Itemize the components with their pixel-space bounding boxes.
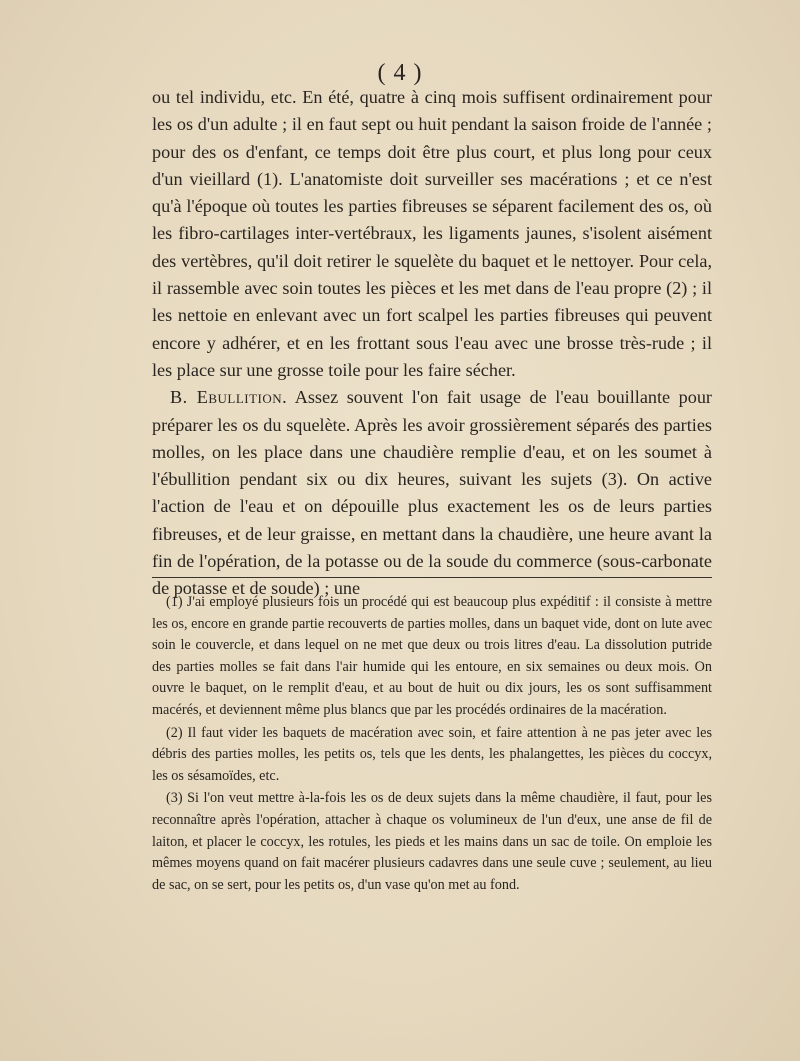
main-text — [152, 84, 712, 603]
paragraph-2 — [152, 384, 712, 602]
footnote-3: (3) Si l'on veut mettre à-la-fois les os de deux sujets dans la même chaudière, il faut, pour les reconnaître après l'opération, attacher à chaque os volumineux de l'un d'eux, une anse de fil de laiton, et placer le coccyx, les rotules, les pieds et les mains dans un sac de toile. On emploie les mêmes moyens quand on fait macérer plusieurs cadavres dans une seule cuve ; seulement, au lieu de sac, on se sert, pour les petits os, d'un vase qu'on met au fond. — [152, 790, 712, 893]
footnote-divider — [152, 577, 712, 578]
footnote-1: (1) J'ai employé plusieurs fois un procédé qui est beaucoup plus expéditif : il consiste à mettre les os, encore en grande partie recouverts de parties molles, dans un baquet vide, dont on lute avec soin le couvercle, et dans lequel on ne met que deux ou trois litres d'eau. La dissolution putride des parties molles se fait dans l'air humide qui les entoure, en six semaines ou deux mois. On ouvre le baquet, on le remplit d'eau, et au bout de huit ou dix jours, les os sont suffisamment macérés, et deviennent même plus blancs que par les procédés ordinaires de la macération. — [152, 594, 712, 718]
footnotes — [152, 592, 712, 897]
paragraph-2-text: Assez souvent l'on fait usage de l'eau bouillante pour préparer les os du squelète. Après les avoir grossièrement séparés des parties molles, on les place dans une chaudière remplie d'eau, et on les soumet à l'ébullition pendant six ou dix heures, suivant les sujets (3). On active l'action de l'eau et on dépouille plus exactement les os de leurs parties fibreuses, et de leur graisse, en mettant dans la chaudière, une heure avant la fin de l'opération, de la potasse ou de la soude du commerce (sous-carbonate de potasse et de soude) ; une — [152, 387, 712, 599]
page-number: ( 4 ) — [377, 60, 423, 86]
paragraph-1: ou tel individu, etc. En été, quatre à cinq mois suffisent ordinairement pour les os d'un adulte ; il en faut sept ou huit pendant la saison froide de l'année ; pour des os d'enfant, ce temps doit être plus court, et plus long pour ceux d'un vieillard (1). L'anatomiste doit surveiller ses macérations ; et ce n'est qu'à l'époque où toutes les parties fibreuses se séparent facilement des os, où les fibro-cartilages inter-vertébraux, les ligaments jaunes, s'isolent aisément des vertèbres, qu'il doit retirer le squelète du baquet et le nettoyer. Pour cela, il rassemble avec soin toutes les pièces et les met dans de l'eau propre (2) ; il les nettoie en enlevant avec un fort scalpel les parties fibreuses qui peuvent encore y adhérer, et en les frottant sous l'eau avec une brosse très-rude ; il les place sur une grosse toile pour les faire sécher. — [152, 87, 712, 380]
footnote-2: (2) Il faut vider les baquets de macération avec soin, et faire attention à ne pas jeter avec les débris des parties molles, les petits os, tels que les dents, les phalangettes, les pièces du coccyx, les os sésamoïdes, etc. — [152, 724, 712, 784]
section-heading-ebullition: B. Ebullition. — [170, 387, 288, 408]
